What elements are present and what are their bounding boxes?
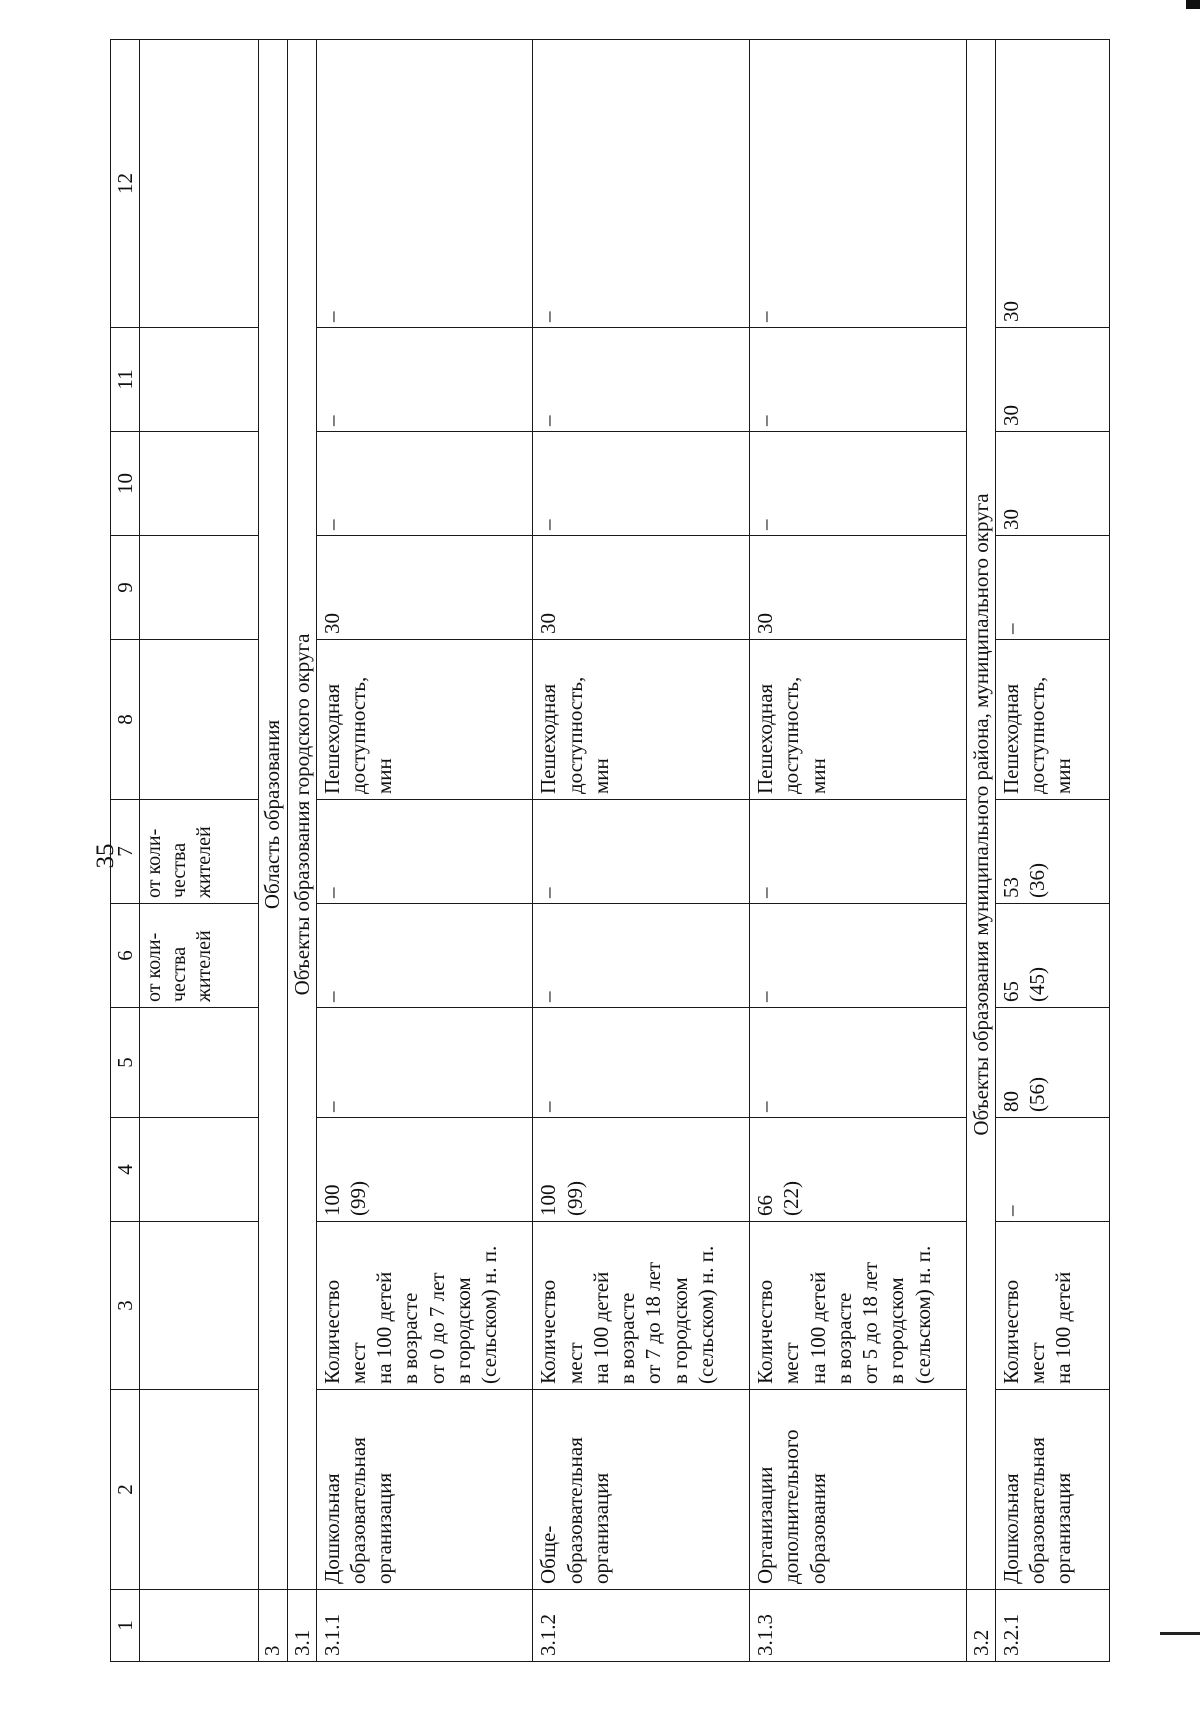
- table-row: [750, 40, 967, 1662]
- cell-value: –: [533, 328, 750, 432]
- cell-value: –: [750, 1008, 967, 1118]
- col-header: 12: [111, 40, 140, 328]
- table-row: [533, 40, 750, 1662]
- scan-artifact: [1160, 1632, 1200, 1635]
- section-row: [287, 40, 316, 1662]
- indicator: Количество мест на 100 детей: [995, 1222, 1109, 1390]
- col-header: 5: [111, 1008, 140, 1118]
- col-header: 7: [111, 800, 140, 904]
- cell-value: –: [995, 536, 1109, 640]
- indicator: Количество мест на 100 детей в возрасте от 7 до 18 лет в городском (сельском) н. п.: [533, 1222, 750, 1390]
- cell-value: 100 (99): [533, 1118, 750, 1222]
- object-name: Дошкольная образовательная организация: [316, 1390, 533, 1590]
- row-code: 3.1.3: [750, 1590, 967, 1662]
- accessibility-label: Пешеходная доступность, мин: [995, 640, 1109, 800]
- cell-value: –: [316, 328, 533, 432]
- object-name: Обще- образовательная организация: [533, 1390, 750, 1590]
- page-number: 35: [92, 843, 119, 869]
- subheader-col7: от коли- чества жителей: [140, 800, 258, 904]
- cell-value: 30: [316, 536, 533, 640]
- table-area: [110, 40, 1110, 1662]
- col-header: 10: [111, 432, 140, 536]
- indicator: Количество мест на 100 детей в возрасте от 5 до 18 лет в городском (сельском) н. п.: [750, 1222, 967, 1390]
- subheader-col6: от коли- чества жителей: [140, 904, 258, 1008]
- col-header: 9: [111, 536, 140, 640]
- col-header: 8: [111, 640, 140, 800]
- standards-table: [110, 39, 1110, 1662]
- cell-value: 100 (99): [316, 1118, 533, 1222]
- cell-value: 30: [995, 328, 1109, 432]
- cell-value: 65 (45): [995, 904, 1109, 1008]
- section-title: Область образования: [258, 40, 287, 1590]
- table-row: [995, 40, 1109, 1662]
- cell-value: –: [995, 1118, 1109, 1222]
- section-code: 3.1: [287, 1590, 316, 1662]
- cell-value: –: [533, 800, 750, 904]
- cell-value: 66 (22): [750, 1118, 967, 1222]
- cell-value: –: [750, 328, 967, 432]
- cell-value: –: [316, 800, 533, 904]
- cell-value: 30: [533, 536, 750, 640]
- table-row: [316, 40, 533, 1662]
- cell-value: –: [533, 1008, 750, 1118]
- object-name: Дошкольная образовательная организация: [995, 1390, 1109, 1590]
- cell-value: –: [750, 40, 967, 328]
- row-code: 3.2.1: [995, 1590, 1109, 1662]
- column-number-row: [111, 40, 140, 1662]
- subheader-row: [140, 40, 258, 1662]
- cell-value: 30: [995, 40, 1109, 328]
- col-header: 6: [111, 904, 140, 1008]
- cell-value: –: [316, 904, 533, 1008]
- cell-value: –: [533, 432, 750, 536]
- cell-value: –: [316, 432, 533, 536]
- row-code: 3.1.1: [316, 1590, 533, 1662]
- cell-value: –: [533, 40, 750, 328]
- accessibility-label: Пешеходная доступность, мин: [533, 640, 750, 800]
- cell-value: 30: [995, 432, 1109, 536]
- cell-value: –: [533, 904, 750, 1008]
- cell-value: –: [750, 432, 967, 536]
- section-title: Объекты образования городского округа: [287, 40, 316, 1590]
- col-header: 3: [111, 1222, 140, 1390]
- cell-value: –: [750, 904, 967, 1008]
- section-code: 3.2: [966, 1590, 995, 1662]
- indicator: Количество мест на 100 детей в возрасте от 0 до 7 лет в городском (сельском) н. п.: [316, 1222, 533, 1390]
- cell-value: 80 (56): [995, 1008, 1109, 1118]
- col-header: 2: [111, 1390, 140, 1590]
- col-header: 11: [111, 328, 140, 432]
- accessibility-label: Пешеходная доступность, мин: [316, 640, 533, 800]
- accessibility-label: Пешеходная доступность, мин: [750, 640, 967, 800]
- cell-value: –: [316, 1008, 533, 1118]
- cell-value: –: [750, 800, 967, 904]
- object-name: Организации дополнительного образования: [750, 1390, 967, 1590]
- section-row: [258, 40, 287, 1662]
- col-header: 1: [111, 1590, 140, 1662]
- scan-artifact: [1186, 0, 1200, 9]
- cell-value: 53 (36): [995, 800, 1109, 904]
- col-header: 4: [111, 1118, 140, 1222]
- cell-value: –: [316, 40, 533, 328]
- section-code: 3: [258, 1590, 287, 1662]
- section-row: [966, 40, 995, 1662]
- cell-value: 30: [750, 536, 967, 640]
- section-title: Объекты образования муниципального района, муниципального округа: [966, 40, 995, 1590]
- row-code: 3.1.2: [533, 1590, 750, 1662]
